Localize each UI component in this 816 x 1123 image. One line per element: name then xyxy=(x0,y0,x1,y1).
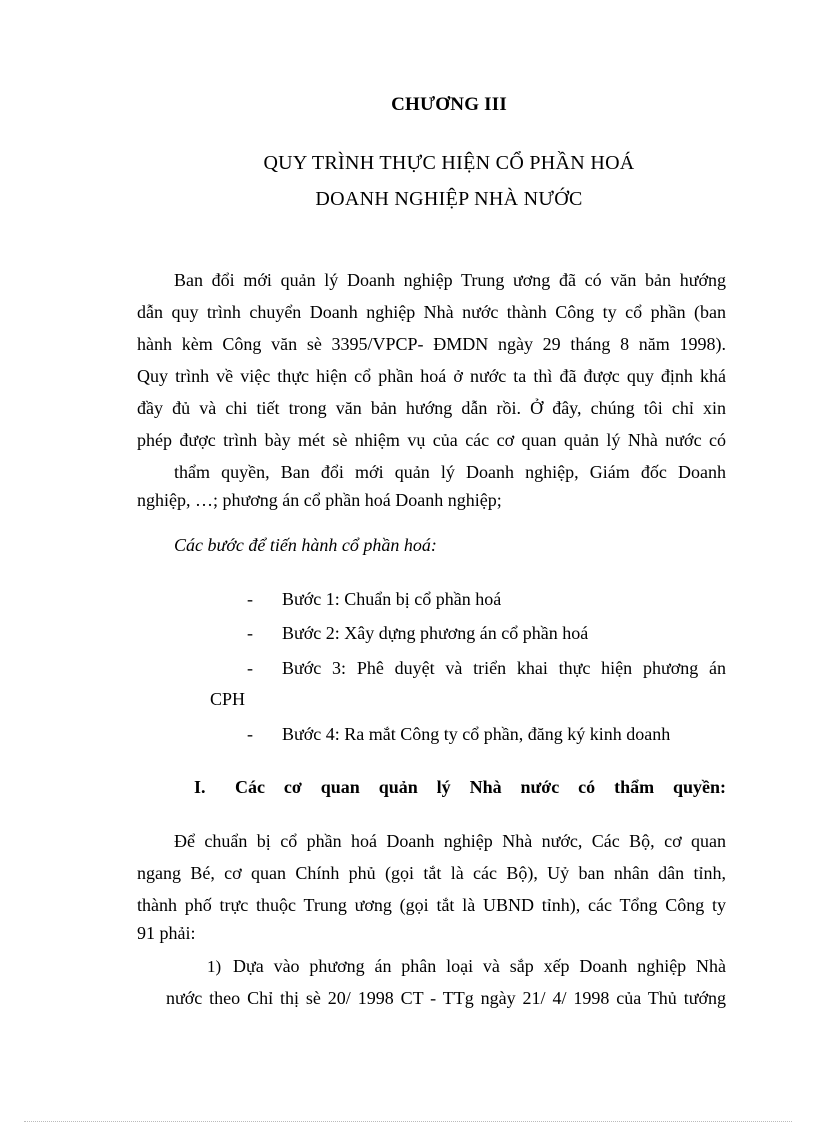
section-line: Để chuẩn bị cổ phần hoá Doanh nghiệp Nhà nước, Các Bộ, cơ quan xyxy=(174,831,726,851)
intro-line: thẩm quyền, Ban đổi mới quản lý Doanh nghiệp, Giám đốc Doanh xyxy=(174,462,726,482)
step-text: Bước 4: Ra mắt Công ty cổ phần, đăng ký kinh doanh xyxy=(282,724,671,744)
section-line: 91 phải: xyxy=(137,923,196,943)
section-number: I. xyxy=(194,777,206,797)
chapter-title-line-2: DOANH NGHIỆP NHÀ NƯỚC xyxy=(315,188,583,210)
intro-line: phép được trình bày mét sè nhiệm vụ của các cơ quan quản lý Nhà nước có xyxy=(137,430,726,450)
item-line: Dựa vào phương án phân loại và sắp xếp Doanh nghiệp Nhà xyxy=(233,956,726,976)
step-text: Bước 3: Phê duyệt và triển khai thực hiện phương án xyxy=(282,658,726,678)
intro-line: hành kèm Công văn sè 3395/VPCP- ĐMDN ngày 29 tháng 8 năm 1998). xyxy=(137,334,726,354)
intro-line: Quy trình về việc thực hiện cổ phần hoá ở nước ta thì đã được quy định khá xyxy=(137,366,726,386)
intro-line: dẫn quy trình chuyển Doanh nghiệp Nhà nước thành Công ty cổ phần (ban xyxy=(137,302,726,322)
section-line: thành phố trực thuộc Trung ương (gọi tắt là UBND tỉnh), các Tổng Công ty xyxy=(137,895,726,915)
intro-line: đầy đủ và chi tiết trong văn bản hướng dẫn rồi. Ở đây, chúng tôi chỉ xin xyxy=(137,398,726,418)
chapter-heading: CHƯƠNG III xyxy=(391,94,507,115)
intro-line: Ban đổi mới quản lý Doanh nghiệp Trung ương đã có văn bản hướng xyxy=(174,270,726,290)
list-dash: - xyxy=(247,658,253,678)
intro-line: nghiệp, …; phương án cổ phần hoá Doanh nghiệp; xyxy=(137,490,502,510)
list-dash: - xyxy=(247,724,253,744)
section-title: Các cơ quan quản lý Nhà nước có thẩm quyền: xyxy=(235,777,726,797)
item-line: nước theo Chỉ thị sè 20/ 1998 CT - TTg ngày 21/ 4/ 1998 của Thủ tướng xyxy=(166,988,726,1008)
section-line: ngang Bé, cơ quan Chính phủ (gọi tắt là các Bộ), Uỷ ban nhân dân tỉnh, xyxy=(137,863,726,883)
page-bottom-rule xyxy=(24,1121,792,1122)
step-continuation: CPH xyxy=(210,689,246,709)
steps-intro: Các bước để tiến hành cổ phần hoá: xyxy=(174,535,437,555)
step-text: Bước 2: Xây dựng phương án cổ phần hoá xyxy=(282,623,589,643)
step-text: Bước 1: Chuẩn bị cổ phần hoá xyxy=(282,589,502,609)
chapter-title-line-1: QUY TRÌNH THỰC HIỆN CỔ PHẦN HOÁ xyxy=(263,152,635,174)
list-dash: - xyxy=(247,623,253,643)
item-number: 1) xyxy=(207,957,222,976)
list-dash: - xyxy=(247,589,253,609)
